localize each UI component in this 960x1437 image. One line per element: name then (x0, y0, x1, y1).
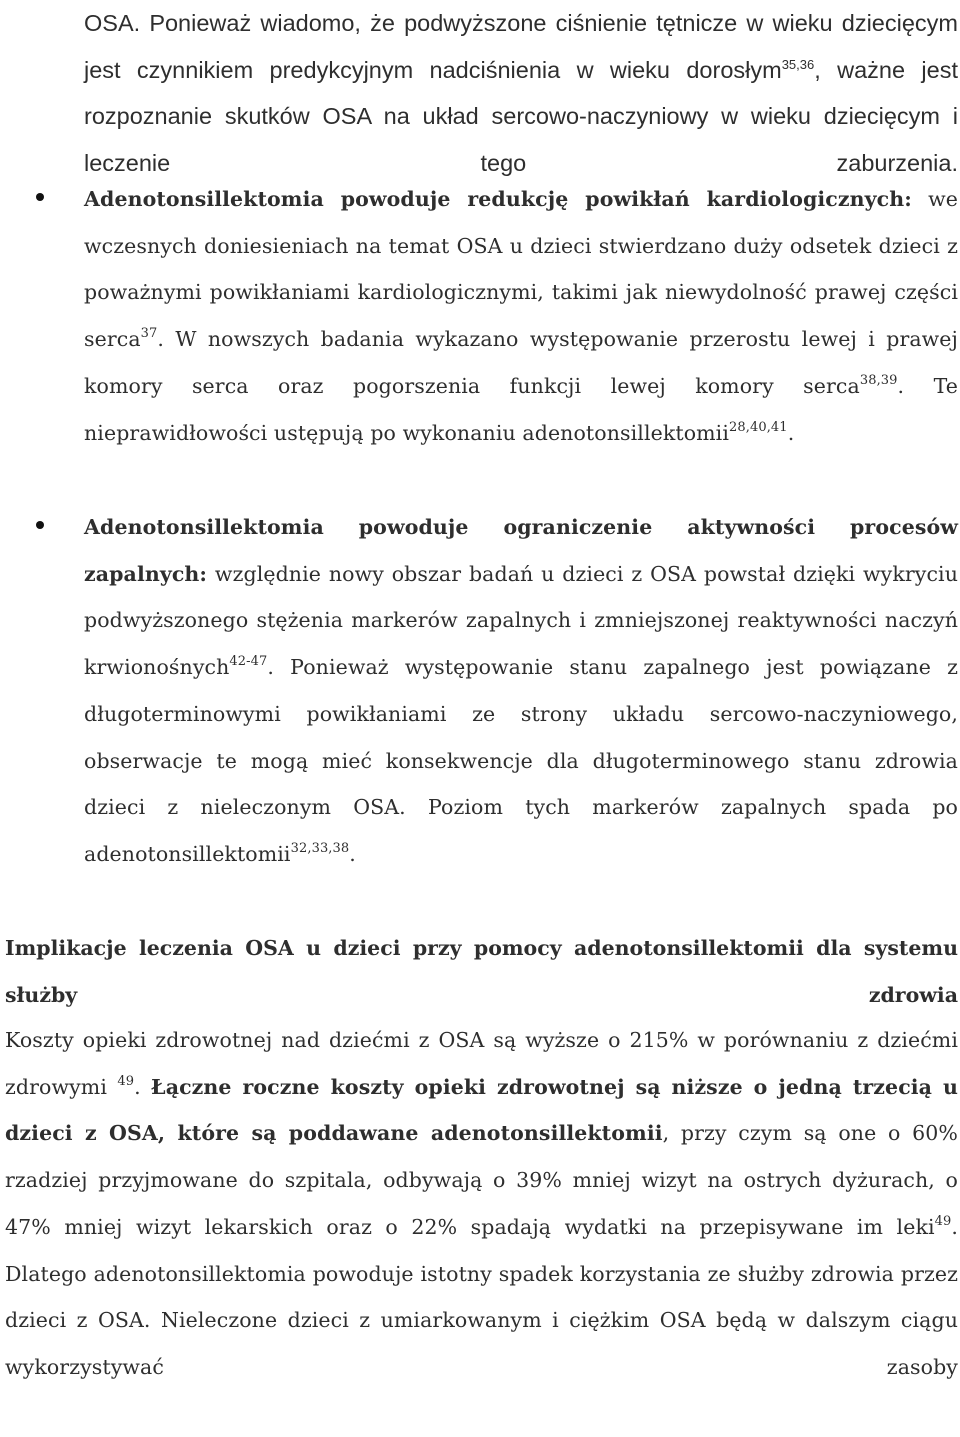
citation-ref: 35,36 (781, 56, 815, 72)
section-heading: Implikacje leczenia OSA u dzieci przy pomocy adenotonsillektomii dla systemu służby zdrowia (5, 936, 958, 1007)
bullet-text: . Te nieprawidłowości ustępują po wykonaniu adenotonsillektomii (84, 373, 958, 445)
citation-ref: 37 (140, 326, 158, 342)
bullet-text: we wczesnych doniesieniach na temat OSA u dzieci stwierdzano duży odsetek dzieci z poważnymi powikłaniami kardiologicznymi, takimi jak niewydolność prawej części serca (84, 187, 958, 352)
paragraph-text: , ważne jest rozpoznanie skutków OSA na układ sercowo-naczyniowy w wieku dziecięcym i leczenie tego zaburzenia. (84, 56, 958, 177)
bullet-text: . (349, 841, 356, 866)
paragraph-text: . Dlatego adenotonsillektomia powoduje istotny spadek korzystania ze służby zdrowia przez dzieci z OSA. Nieleczone dzieci z umiarkowanym i ciężkim OSA będą w dalszym ciągu wykorzystywać zasoby (5, 1214, 958, 1379)
bullet-text: . (787, 420, 795, 445)
bullet-item-inflammation (84, 504, 958, 878)
citation-ref: 32,33,38 (290, 840, 350, 856)
citation-ref: 28,40,41 (728, 419, 788, 435)
citation-ref: 42-47 (229, 654, 268, 670)
bullet-item-cardiology (84, 176, 958, 456)
paragraph-text: OSA. Ponieważ wiadomo, że podwyższone ciśnienie tętnicze w wieku dziecięcym jest czynnikiem predykcyjnym nadciśnienia w wieku dorosłym (84, 10, 958, 83)
bullet-lead: Adenotonsillektomia powoduje ograniczenie aktywności procesów zapalnych: (84, 515, 958, 586)
citation-ref: 49 (117, 1073, 135, 1089)
bullet-text: . Ponieważ występowanie stanu zapalnego jest powiązane z długoterminowymi powikłaniami ze strony układu sercowo-naczyniowego, obserwacje te mogą mieć konsekwencje dla długoterminowego stanu zdrowia dzieci z nieleczonym OSA. Poziom tych markerów zapalnych spada po adenotonsillektomii (84, 655, 958, 866)
bullet-text: . W nowszych badania wykazano występowanie przerostu lewej i prawej komory serca oraz pogorszenia funkcji lewej komory serca (84, 327, 958, 398)
paragraph-text: . (134, 1074, 152, 1099)
citation-ref: 38,39 (859, 372, 898, 388)
bullet-lead: Adenotonsillektomia powoduje redukcję powikłań kardiologicznych: (84, 187, 912, 211)
bullet-text: względnie nowy obszar badań u dzieci z OSA powstał dzięki wykryciu podwyższonego stężenia markerów zapalnych i zmniejszonej reaktywności naczyń krwionośnych (84, 561, 958, 680)
bullet-icon (36, 193, 44, 201)
paragraph-text: Koszty opieki zdrowotnej nad dziećmi z OSA są wyższe o 215% w porównaniu z dziećmi zdrowymi (5, 1028, 958, 1099)
emphasis-text: Łączne roczne koszty opieki zdrowotnej są niższe o jedną trzecią u dzieci z OSA, które są poddawane adenotonsillektomii (5, 1074, 959, 1146)
citation-ref: 49 (934, 1213, 952, 1229)
section-paragraph (5, 1017, 958, 1437)
bullet-icon (36, 521, 44, 529)
paragraph-text: , przy czym są one o 60% rzadziej przyjmowane do szpitala, odbywają o 39% mniej wizyt na ostrych dyżurach, o 47% mniej wizyt lekarskich oraz o 22% spadają wydatki na przepisywane im leki (5, 1121, 958, 1239)
